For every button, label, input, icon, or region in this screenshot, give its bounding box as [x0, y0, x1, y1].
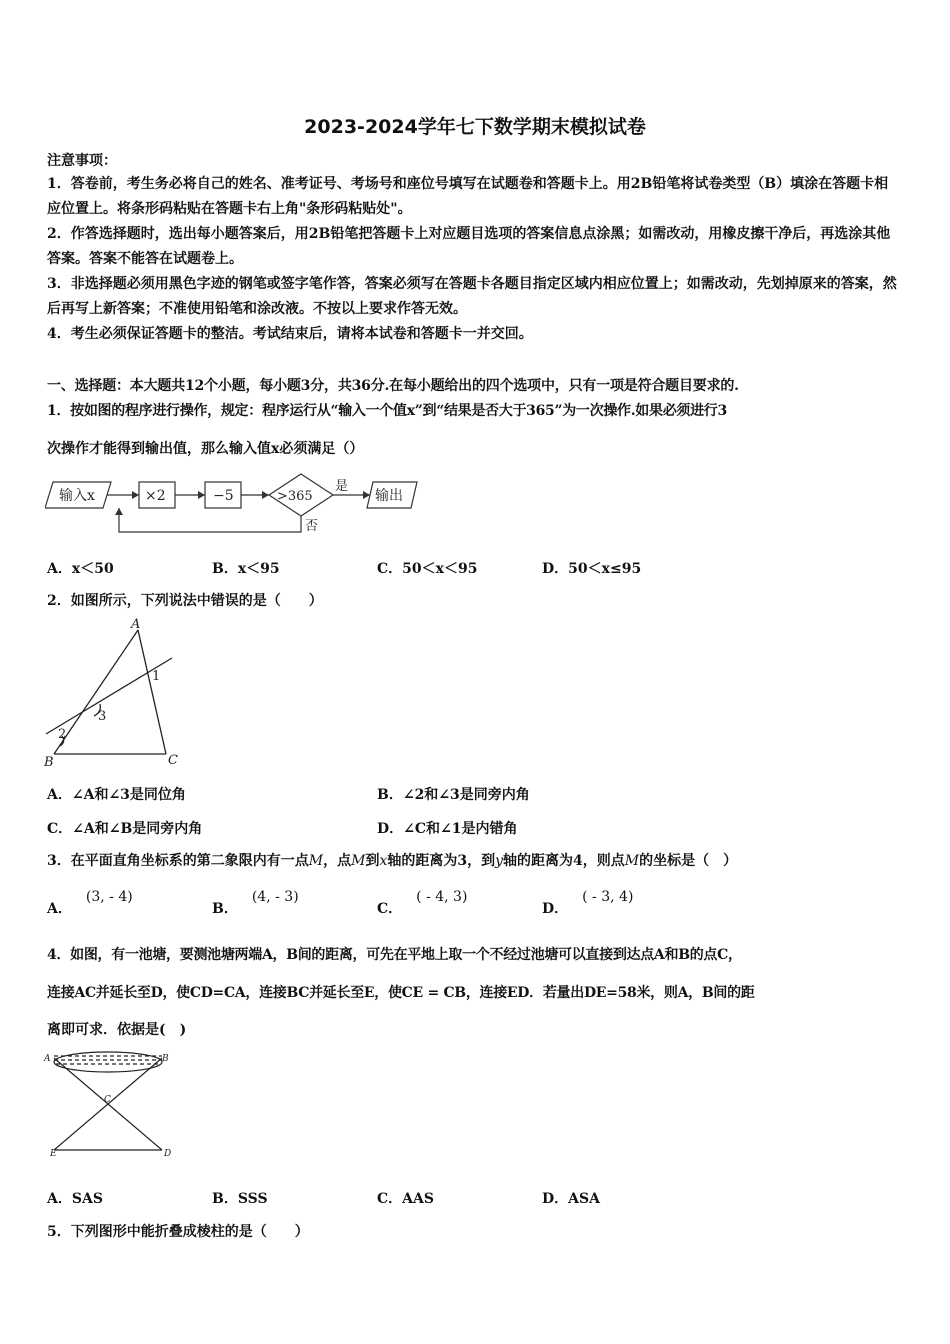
q1-stem-line2: 次操作才能得到输出值，那么输入值x必须满足（） [47, 441, 364, 457]
q4-stem-line3: 离即可求．依据是( ) [47, 1022, 187, 1038]
flow-condition-label: >365 [277, 489, 313, 504]
q4-stem-line2: 连接AC并延长至D，使CD=CA，连接BC并延长至E，使CE = CB，连接ED．若量出DE=58米，则A，B间的距 [47, 985, 755, 1001]
section-heading: 一、选择题：本大题共12个小题，每小题3分，共36分.在每小题给出的四个选项中，只有一项是符合题目要求的. [47, 378, 739, 394]
q3-option-value: ( - 4, 3) [416, 889, 468, 905]
q2-option-d: D．∠C和∠1是内错角 [377, 821, 518, 837]
q2-figure [42, 616, 182, 772]
q3-option-letter: A． [47, 901, 72, 917]
q2-option-b: B．∠2和∠3是同旁内角 [377, 787, 530, 803]
q3-stem-text: 到 [365, 853, 380, 869]
flow-output-label: 输出 [375, 488, 403, 504]
q2-option-c: C．∠A和∠B是同旁内角 [47, 821, 203, 837]
q4-figure [40, 1044, 180, 1164]
q4-label-d: D [164, 1149, 172, 1159]
flow-no-label: 否 [305, 519, 319, 534]
q3-option-value: ( - 3, 4) [582, 889, 634, 905]
q4-label-b: B [162, 1054, 169, 1064]
q2-label-3: 3 [98, 709, 107, 724]
flow-yes-label: 是 [335, 479, 349, 494]
q2-label-1: 1 [152, 669, 161, 684]
flow-arrow [132, 491, 139, 499]
q1-flowchart [45, 472, 425, 540]
q3-option-c [377, 889, 468, 918]
q3-option-d [542, 889, 634, 918]
notice-heading: 注意事项： [47, 153, 117, 169]
flow-arrow [198, 491, 205, 499]
flow-minus-label: −5 [213, 488, 234, 504]
notice-item-3: 3．非选择题必须用黑色字迹的钢笔或签字笔作答，答案必须写在答题卡各题目指定区域内相应位置上；如需改动，先划掉原来的答案，然后再写上新答案；不准使用铅笔和涂改液。不按以上要求作答无效。 [47, 276, 897, 317]
q2-option-a: A．∠A和∠3是同位角 [47, 787, 186, 803]
q3-option-b [212, 889, 299, 918]
q4-option-a: A．SAS [47, 1191, 103, 1207]
q4-stem-line1: 4．如图，有一池塘，要测池塘两端A，B间的距离，可先在平地上取一个不经过池塘可以直接到达点A和B的点C， [47, 947, 742, 963]
q2-label-c: C [168, 753, 178, 768]
q4-label-a: A [44, 1054, 51, 1064]
q4-label-e: E [50, 1149, 57, 1159]
q4-option-b: B．SSS [212, 1191, 268, 1207]
q3-var-m: M [308, 853, 324, 869]
q3-var-m: M [624, 853, 640, 869]
notice-item-4: 4．考生必须保证答题卡的整洁。考试结束后，请将本试卷和答题卡一并交回。 [47, 326, 533, 342]
q3-stem-text: 轴的距离为4，则点 [503, 853, 625, 869]
q1-option-d: D．50＜x≤95 [542, 561, 642, 577]
q3-option-letter: D． [542, 901, 569, 917]
q3-stem-text: 3．在平面直角坐标系的第二象限内有一点 [47, 853, 309, 869]
q4-option-c: C．AAS [377, 1191, 434, 1207]
q2-label-b: B [44, 755, 54, 770]
q4-option-d: D．ASA [542, 1191, 600, 1207]
q3-var-x: x [379, 853, 388, 869]
q3-stem [47, 852, 737, 870]
q1-option-a: A．x＜50 [47, 561, 114, 577]
notice-item-1: 1．答卷前，考生务必将自己的姓名、准考证号、考场号和座位号填写在试题卷和答题卡上。用2B铅笔将试卷类型（B）填涂在答题卡相应位置上。将条形码粘贴在答题卡右上角"条形码粘贴处"。 [47, 176, 889, 217]
q3-var-m: M [351, 853, 366, 869]
q3-option-letter: C． [377, 901, 403, 917]
q3-stem-text: 的坐标是（ ） [639, 853, 738, 869]
q3-option-letter: B． [212, 901, 238, 917]
q3-option-value: (4, - 3) [251, 889, 299, 905]
q1-stem-line1: 1．按如图的程序进行操作，规定：程序运行从“输入一个值x”到“结果是否大于365”为一次操作.如果必须进行3 [47, 403, 727, 419]
q3-stem-text: 轴的距离为3，到 [387, 853, 496, 869]
q1-option-c: C．50＜x＜95 [377, 561, 478, 577]
flow-arrow [115, 508, 123, 515]
q3-option-value: (3, - 4) [85, 889, 133, 905]
q1-option-b: B．x＜95 [212, 561, 280, 577]
notice-item-2: 2．作答选择题时，选出每小题答案后，用2B铅笔把答题卡上对应题目选项的答案信息点涂黑；如需改动，用橡皮擦干净后，再选涂其他答案。答案不能答在试题卷上。 [47, 226, 891, 267]
q5-stem: 5．下列图形中能折叠成棱柱的是（ ） [47, 1224, 309, 1240]
q3-stem-text: ，点 [323, 853, 352, 869]
q4-label-c: C [104, 1095, 111, 1105]
q2-label-a: A [131, 617, 141, 632]
flow-times-label: ×2 [145, 488, 166, 504]
flow-input-label: 输入x [59, 488, 95, 504]
page-title: 2023-2024学年七下数学期末模拟试卷 [304, 116, 646, 138]
q3-var-y: y [495, 853, 504, 869]
q2-label-2: 2 [58, 727, 67, 742]
pond-ellipse [54, 1052, 162, 1072]
q2-stem: 2．如图所示，下列说法中错误的是（ ） [47, 593, 323, 609]
q3-option-a [47, 889, 133, 918]
flow-arrow [262, 491, 269, 499]
